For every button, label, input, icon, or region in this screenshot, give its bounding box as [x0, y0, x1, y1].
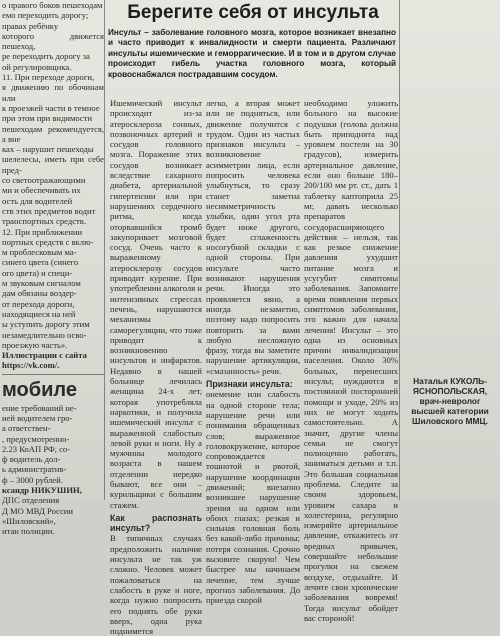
left-column-line: которого движется пешеход,	[2, 30, 104, 52]
left-column-line: а ответствен-	[2, 423, 51, 434]
left-column-line: ств этих предметов водит	[2, 205, 96, 216]
left-column-bottom-text	[2, 403, 104, 537]
article-headline: Берегите себя от инсульта	[127, 2, 379, 23]
left-column-line: ках – нарушит пешеходы	[2, 144, 94, 155]
left-column-line: незамедлительно осво-	[2, 329, 87, 340]
left-column-line: пешеходам рекомендуется, а вне	[2, 123, 104, 144]
left-column-line: транспортных средств.	[2, 216, 86, 227]
left-column-line: со светоотражающими	[2, 175, 86, 186]
article-signature	[401, 376, 499, 426]
article-col3-text: необходимо уложить больного на высокие подушки (голова должна быть приподнята над уровнем постели на 30 градусов), измерить артериальное давление, если оно больше 180–200/100 мм рт. ст., дать 1 таблетку каптоприла 25 мг, давать несколько препаратов сосудорасширяющего действия – нельзя, так как резкое снижение давления ухудшит питание мозга и усугубит симптомы заболевания. Запомните время появления первых симптомов заболевания, это важно для начала лечения! Инсульт – это одна из основных причин инвалидизации населения. Около 30% больных, перенесших инсульт, нуждаются в постоянной посторонней помощи и уходе, 20% из них не могут ходить самостоятельно. А значит, другие члены семьи не смогут полноценно работать, заниматься детьми и т.п. Это большая социальная проблема. Следите за своим здоровьем, уровнем сахара и холестерина, регулярно измеряйте артериальное давление, откажитесь от вредных привычек, совершайте небольшие прогулки на свежем воздухе, отдыхайте. И лечите свои хронические заболевания вовремя! Тогда инсульт обойдет вас стороной!	[304, 98, 398, 623]
article-column-1	[110, 98, 202, 636]
left-column-line: Иллюстрации с сайта	[2, 350, 87, 361]
article-lead: Инсульт – заболевание головного мозга, которое возникает внезапно и часто приводит к инвалидности и смерти пациента. Различают инсульты ишемические и геморрагические. И в том и в другом случае происходит гибель участка головного мозга, который кровоснабжался пострадавшим сосудом.	[108, 28, 396, 79]
left-column-line: 2.23 КоАП РФ, со-	[2, 443, 71, 454]
left-column-line: находящиеся на ней	[2, 308, 76, 319]
left-column-line: о правого боков пешеходам	[2, 0, 103, 10]
left-column-line: ре переходить дорогу за	[2, 51, 90, 62]
left-column-line: м звуковым сигналом	[2, 278, 81, 289]
left-column-line: ы уступить дорогу этим	[2, 319, 90, 330]
left-big-word: мобиле	[2, 378, 77, 401]
left-divider	[2, 374, 104, 375]
left-column-line: при этом при видимости	[2, 113, 93, 124]
signature-line-4: высшей категории	[411, 406, 489, 416]
left-column-line: я движению по обочинам или	[2, 82, 104, 103]
article-col1-subhead: Как распознать инсульт?	[110, 512, 202, 534]
article-col1-tail: В типичных случаях предположить наличие инсульта не так уж сложно. Человек может пожаловаться на слабость в руке и ноге, когда нужно попросить его поднять обе руки вверх, одна рука поднимется	[110, 533, 202, 636]
left-column-line: к проезжей части в темное	[2, 102, 100, 113]
left-column-line: ией водителем гро-	[2, 412, 73, 423]
signature-line-5: Шиловского ММЦ.	[412, 416, 488, 426]
article-col2-text: легко, а вторая может или не подняться, или движение получится с трудом. Один из частых признаков инсульта – возникновение асимметрии лица, если попросить человека улыбнуться, то сразу станет заметна несимметричность улыбки, один угол рта будет ниже другого, будет сглаженность носогубной складки с одной стороны. При инсульте часто возникают нарушения речи. Иногда это проявляется явно, а иногда незаметно, поэтому надо попросить повторить за вами любую несложную фразу, тогда вы заметите нарушение артикуляции, «смазанность» речи.	[206, 98, 300, 376]
left-column-line: емо переходить дорогу;	[2, 10, 89, 21]
left-column-line: Д МО МВД России	[2, 505, 73, 516]
article-column-3	[304, 98, 398, 623]
left-column-line: 11. При переходе дороги,	[2, 72, 95, 83]
left-column-line: ость для водителей	[2, 195, 73, 206]
left-column-line: синего цвета (синего	[2, 257, 79, 268]
left-column-top-text	[2, 0, 104, 371]
article-column-4	[401, 0, 499, 500]
left-column-line: правах ребёнку	[2, 20, 59, 31]
left-column-line: м проблесковым ма-	[2, 247, 77, 258]
article-col1-text: Ишемический инсульт происходит из-за атеросклероза сонных, позвоночных артерий и сосудов головного мозга. Поражение этих сосудов возникает вследствие сахарного диабета, артериальной гипертензии или при нарушениях сердечного ритма, когда оторвавшийся тромб закупоривает мозговой сосуд. Очень часто к выраженному атеросклерозу сосудов приводит курение. При употреблении алкоголя и интенсивных стрессах печень, нарушаются механизмы саморегуляции, что тоже приводит к возникновению инсультов и инфарктов. Недавно в нашей больнице лечилась женщина 24-х лет, которая употребляла наркотики, и получила ишемический инсульт с выраженной слабостью левой руки и ноги. Ну а мужчины молодого возраста в нашем отделении нередко бывают, все они – курильщики с большим стажем.	[110, 98, 202, 510]
left-column-line: проезжую часть».	[2, 339, 68, 350]
left-column-line: ение требований не-	[2, 402, 77, 413]
left-column-line: ф водитель дол-	[2, 454, 61, 465]
left-column-line: от перехода дороги,	[2, 298, 75, 309]
left-column-line: 12. При приближении	[2, 226, 83, 237]
column-rule-right	[399, 0, 400, 500]
article-column-2	[206, 98, 300, 606]
left-column-line: ми и обеспечивать их	[2, 185, 81, 196]
left-column-line: «Шиловский»,	[2, 515, 56, 526]
left-column-line: ДПС отделения	[2, 495, 60, 506]
signature-line-1: Наталья КУКОЛЬ-	[413, 376, 487, 386]
left-column-line: ксандр НИКУШИН,	[2, 485, 82, 496]
left-column-line: дам обязаны воздер-	[2, 288, 77, 299]
left-column-line: итан полиции.	[2, 526, 55, 537]
article-col2-tail: онемение или слабость на одной стороне тела; нарушение речи или понимания обращенных слов; выраженное головокружение, которое сопровождается тошнотой и рвотой, нарушение координации движений; внезапно возникшее нарушение зрения на одном или обоих глазах; резкая и сильная головная боль без какой-либо причины; потеря сознания. Срочно вызовите скорую! Чем быстрее мы начинаем лечение, тем лучше прогноз заболевания. До приезда скорой	[206, 389, 300, 606]
left-column-line: , предусмотренно-	[2, 433, 70, 444]
left-column	[0, 0, 104, 537]
column-rule	[104, 0, 105, 500]
left-column-line: ф – 3000 рублей.	[2, 474, 63, 485]
left-column-line: портных средств с вклю-	[2, 236, 94, 247]
signature-line-2: ЯСНОПОЛЬСКАЯ,	[412, 386, 488, 396]
left-column-line: шелелесы, иметь при себе пред-	[2, 154, 104, 175]
article-col2-subhead: Признаки инсульта:	[206, 379, 293, 390]
signature-line-3: врач-невролог	[419, 396, 481, 406]
left-column-line: ь административ-	[2, 464, 67, 475]
left-column-line: ого цвета) и специ-	[2, 267, 73, 278]
left-column-line: ой регулировщика.	[2, 61, 72, 72]
left-column-line: https://vk.com/.	[2, 360, 60, 371]
